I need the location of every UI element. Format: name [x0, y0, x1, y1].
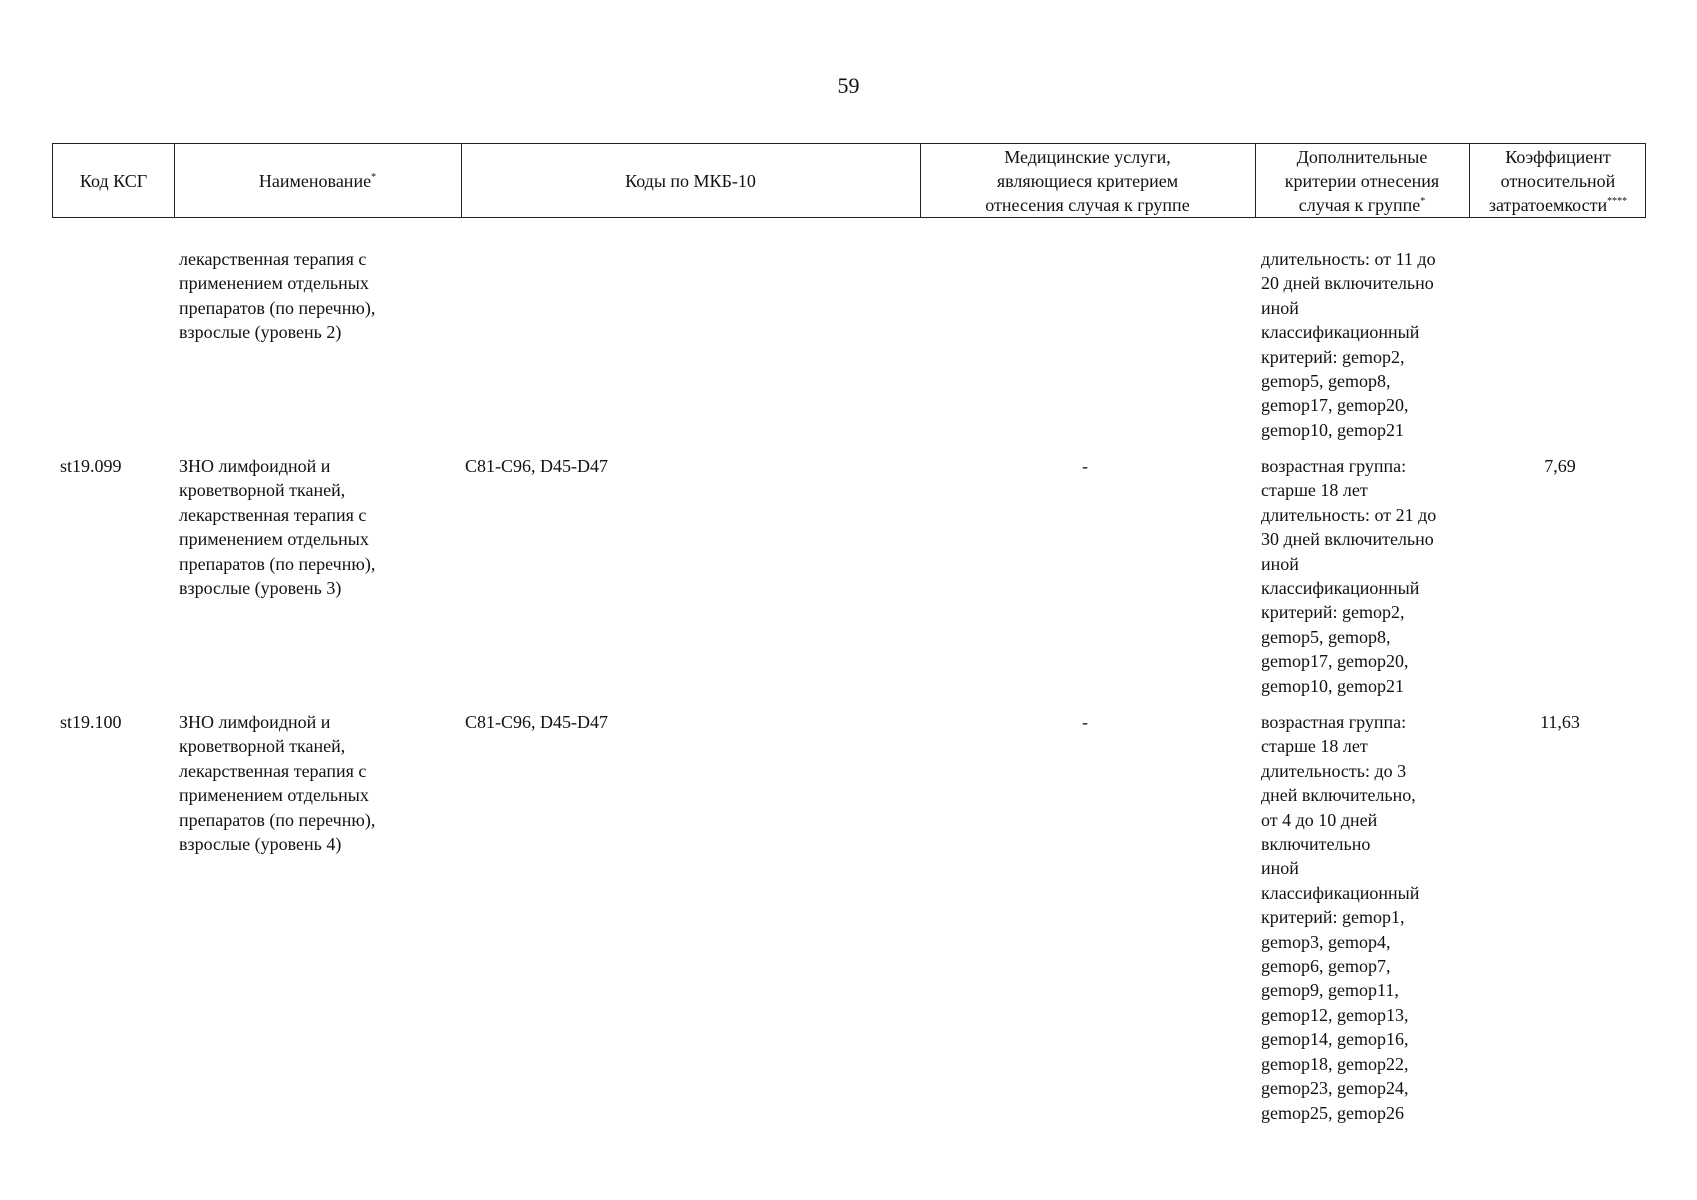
header-coef: Коэффициент относительной затратоемкости [1488, 146, 1616, 215]
header-mkb: Коды по МКБ-10 [625, 170, 756, 191]
header-coef-footnote-mark: **** [1607, 195, 1628, 207]
row-name: ЗНО лимфоидной и кроветворной тканей, лекарственная терапия с применением отдельных препаратов (по перечню), взрослые (уровень 3) [179, 456, 376, 599]
header-services-cell [920, 144, 1255, 217]
header-criteria: Дополнительные критерии отнесения случая к группе [1284, 146, 1440, 215]
header-services: Медицинские услуги, являющиеся критерием отнесения случая к группе [985, 146, 1190, 215]
row-criteria: возрастная группа: старше 18 лет длительность: до 3 дней включительно, от 4 до 10 дней включительно иной классификационный критерий: gemop1, gemop3, gemop4, gemop6, gemop7, gemop9, gemop11, gemop12, gemop13, gemop14, gemop16, gemop18, gemop22, gemop23, gemop24, gemop25, gemop26 [1261, 712, 1420, 1123]
row-coef: 11,63 [1540, 712, 1580, 732]
header-name-cell [174, 144, 461, 217]
header-mkb-cell [461, 144, 920, 217]
row-code: st19.100 [60, 712, 122, 732]
header-criteria-footnote-mark: * [1420, 195, 1426, 207]
page-number: 59 [837, 73, 860, 98]
header-code-cell [53, 144, 174, 217]
row-criteria: возрастная группа: старше 18 лет длительность: от 21 до 30 дней включительно иной классификационный критерий: gemop2, gemop5, gemop8, gemop17, gemop20, gemop10, gemop21 [1261, 456, 1437, 696]
header-coef-cell [1469, 144, 1647, 217]
row-mkb: C81-C96, D45-D47 [465, 456, 608, 476]
row-services: - [1082, 456, 1088, 476]
header-criteria-cell [1255, 144, 1469, 217]
row-services: - [1082, 712, 1088, 732]
row-coef: 7,69 [1544, 456, 1576, 476]
row-name: ЗНО лимфоидной и кроветворной тканей, лекарственная терапия с применением отдельных препаратов (по перечню), взрослые (уровень 4) [179, 712, 376, 855]
table-header [52, 143, 1646, 218]
row-criteria: длительность: от 11 до 20 дней включительно иной классификационный критерий: gemop2, gemop5, gemop8, gemop17, gemop20, gemop10, gemop21 [1261, 249, 1436, 440]
row-code: st19.099 [60, 456, 122, 476]
header-code: Код КСГ [79, 170, 148, 191]
row-name: лекарственная терапия с применением отдельных препаратов (по перечню), взрослые (уровень 2) [179, 249, 376, 343]
row-mkb: C81-C96, D45-D47 [465, 712, 608, 732]
header-name: Наименование [258, 170, 372, 191]
header-name-footnote-mark: * [371, 171, 377, 183]
